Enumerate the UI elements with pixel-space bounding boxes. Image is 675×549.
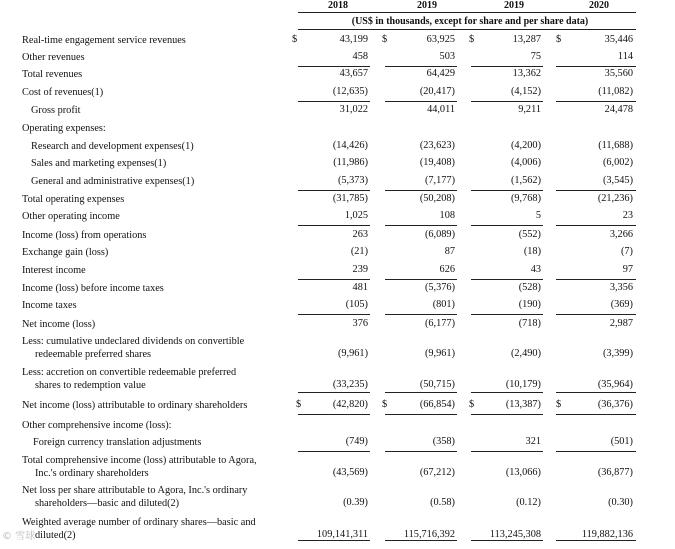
- value-cell: 376: [352, 318, 368, 329]
- value-cell: (19,408): [419, 157, 455, 168]
- value-cell: 64,429: [426, 68, 455, 79]
- row-label: Operating expenses:: [22, 123, 106, 134]
- subtotal-rule: [385, 392, 457, 393]
- value-cell: (552): [518, 229, 541, 240]
- value-cell: (5,373): [337, 175, 368, 186]
- year-header-2018: 2018: [328, 0, 348, 11]
- value-cell: (21): [350, 246, 368, 257]
- subtotal-rule: [385, 414, 457, 415]
- value-cell: (0.39): [343, 497, 368, 508]
- subtotal-rule: [298, 279, 370, 280]
- subtotal-rule: [385, 314, 457, 315]
- subtotal-rule: [385, 190, 457, 191]
- subtotal-rule: [298, 414, 370, 415]
- row-label-continued: redeemable preferred shares: [35, 349, 152, 360]
- row-label: Other operating income: [22, 211, 120, 222]
- value-cell: 9,211: [518, 104, 541, 115]
- subtotal-rule: [385, 451, 457, 452]
- value-cell: (66,854): [419, 399, 455, 410]
- value-cell: 108: [439, 210, 455, 221]
- watermark: © 雪球: [2, 531, 36, 542]
- subtitle-rule: [298, 29, 636, 30]
- row-label-continued: shareholders—basic and diluted(2): [35, 498, 180, 509]
- row-label: Net income (loss) attributable to ordinary shareholders: [22, 400, 248, 411]
- row-label-continued: Inc.'s ordinary shareholders: [35, 468, 149, 479]
- subtotal-rule: [385, 279, 457, 280]
- header-rule: [298, 12, 636, 13]
- value-cell: (4,006): [510, 157, 541, 168]
- value-cell: (23,623): [419, 140, 455, 151]
- subtotal-rule: [298, 190, 370, 191]
- units-subtitle: (US$ in thousands, except for share and per share data): [351, 16, 589, 27]
- value-cell: 503: [439, 51, 455, 62]
- value-cell: (11,688): [598, 140, 633, 151]
- value-cell: (6,002): [602, 157, 633, 168]
- value-cell: 13,287: [512, 34, 541, 45]
- subtotal-rule: [385, 225, 457, 226]
- value-cell: (31,785): [332, 193, 368, 204]
- row-label-continued: shares to redemption value: [35, 380, 146, 391]
- value-cell: (33,235): [332, 379, 368, 390]
- value-cell: (50,715): [419, 379, 455, 390]
- value-cell: (7): [620, 246, 633, 257]
- value-cell: (1,562): [510, 175, 541, 186]
- subtotal-rule: [385, 101, 457, 102]
- value-cell: (4,152): [510, 86, 541, 97]
- value-cell: (11,986): [333, 157, 368, 168]
- subtotal-rule: [471, 279, 543, 280]
- value-cell: 263: [352, 229, 368, 240]
- row-label: Total revenues: [22, 69, 83, 80]
- value-cell: 43,657: [339, 68, 368, 79]
- row-label: Less: cumulative undeclared dividends on convertible: [22, 336, 245, 347]
- subtotal-rule: [471, 451, 543, 452]
- subtotal-rule: [298, 66, 370, 67]
- value-cell: (190): [518, 299, 541, 310]
- currency-symbol: $: [382, 34, 388, 45]
- subtotal-rule: [298, 540, 370, 541]
- value-cell: (369): [610, 299, 633, 310]
- value-cell: 3,266: [609, 229, 633, 240]
- currency-symbol: $: [556, 399, 562, 410]
- value-cell: (14,426): [332, 140, 368, 151]
- row-label: Net income (loss): [22, 319, 96, 330]
- value-cell: (35,964): [597, 379, 633, 390]
- subtotal-rule: [556, 225, 636, 226]
- year-header-2019: 2019: [417, 0, 437, 11]
- value-cell: (13,387): [505, 399, 541, 410]
- subtotal-rule: [298, 225, 370, 226]
- row-label: Research and development expenses(1): [31, 141, 194, 152]
- value-cell: 87: [444, 246, 455, 257]
- value-cell: (10,179): [505, 379, 541, 390]
- value-cell: (105): [345, 299, 368, 310]
- row-label: Total comprehensive income (loss) attributable to Agora,: [22, 455, 257, 466]
- value-cell: (718): [518, 318, 541, 329]
- currency-symbol: $: [556, 34, 562, 45]
- value-cell: (9,768): [510, 193, 541, 204]
- year-header-2020: 2020: [589, 0, 609, 11]
- currency-symbol: $: [382, 399, 388, 410]
- value-cell: 44,011: [427, 104, 455, 115]
- value-cell: (0.58): [430, 497, 455, 508]
- value-cell: (13,066): [505, 467, 541, 478]
- value-cell: 97: [622, 264, 633, 275]
- subtotal-rule: [298, 101, 370, 102]
- value-cell: (36,376): [597, 399, 633, 410]
- value-cell: (528): [518, 282, 541, 293]
- subtotal-rule: [471, 314, 543, 315]
- row-label-continued: diluted(2): [35, 530, 76, 541]
- value-cell: 43: [530, 264, 541, 275]
- value-cell: 63,925: [426, 34, 455, 45]
- value-cell: (43,569): [332, 467, 368, 478]
- value-cell: 31,022: [339, 104, 368, 115]
- row-label: Less: accretion on convertible redeemable preferred: [22, 367, 237, 378]
- value-cell: 35,560: [604, 68, 633, 79]
- row-label: Income taxes: [22, 300, 77, 311]
- value-cell: (9,961): [424, 348, 455, 359]
- value-cell: 115,716,392: [403, 529, 455, 540]
- subtotal-rule: [471, 392, 543, 393]
- subtotal-rule: [556, 190, 636, 191]
- value-cell: 13,362: [512, 68, 541, 79]
- value-cell: (20,417): [419, 86, 455, 97]
- value-cell: (42,820): [332, 399, 368, 410]
- value-cell: 113,245,308: [489, 529, 541, 540]
- row-label: Interest income: [22, 265, 86, 276]
- value-cell: 1,025: [344, 210, 368, 221]
- value-cell: (501): [610, 436, 633, 447]
- subtotal-rule: [298, 451, 370, 452]
- value-cell: (0.30): [608, 497, 633, 508]
- value-cell: (18): [523, 246, 541, 257]
- value-cell: (4,200): [510, 140, 541, 151]
- value-cell: (6,089): [424, 229, 455, 240]
- value-cell: (36,877): [597, 467, 633, 478]
- row-label: Other revenues: [22, 52, 85, 63]
- value-cell: (50,208): [419, 193, 455, 204]
- value-cell: (21,236): [597, 193, 633, 204]
- subtotal-rule: [385, 540, 457, 541]
- currency-symbol: $: [292, 34, 298, 45]
- value-cell: 23: [622, 210, 633, 221]
- subtotal-rule: [385, 66, 457, 67]
- value-cell: 481: [352, 282, 368, 293]
- currency-symbol: $: [469, 399, 475, 410]
- row-label: Exchange gain (loss): [22, 247, 109, 258]
- subtotal-rule: [471, 190, 543, 191]
- subtotal-rule: [298, 314, 370, 315]
- row-label: Foreign currency translation adjustments: [33, 437, 202, 448]
- currency-symbol: $: [469, 34, 475, 45]
- value-cell: 626: [439, 264, 455, 275]
- row-label: Gross profit: [31, 105, 81, 116]
- value-cell: 3,356: [609, 282, 633, 293]
- row-label: Net loss per share attributable to Agora, Inc.'s ordinary: [22, 485, 248, 496]
- row-label: Weighted average number of ordinary shares—basic and: [22, 517, 256, 528]
- subtotal-rule: [471, 66, 543, 67]
- value-cell: (749): [345, 436, 368, 447]
- value-cell: 43,199: [339, 34, 368, 45]
- value-cell: 24,478: [604, 104, 633, 115]
- subtotal-rule: [298, 392, 370, 393]
- value-cell: 2,987: [609, 318, 633, 329]
- value-cell: 75: [530, 51, 541, 62]
- subtotal-rule: [556, 392, 636, 393]
- value-cell: (6,177): [424, 318, 455, 329]
- subtotal-rule: [556, 540, 636, 541]
- year-header-2019-q: 2019: [504, 0, 524, 11]
- row-label: Income (loss) from operations: [22, 230, 147, 241]
- row-label: Other comprehensive income (loss):: [22, 420, 172, 431]
- row-label: Sales and marketing expenses(1): [31, 158, 167, 169]
- row-label: Real-time engagement service revenues: [22, 35, 186, 46]
- value-cell: (3,545): [602, 175, 633, 186]
- subtotal-rule: [556, 279, 636, 280]
- row-label: Total operating expenses: [22, 194, 125, 205]
- value-cell: (3,399): [602, 348, 633, 359]
- value-cell: (7,177): [424, 175, 455, 186]
- subtotal-rule: [471, 225, 543, 226]
- subtotal-rule: [556, 414, 636, 415]
- subtotal-rule: [471, 540, 543, 541]
- value-cell: (11,082): [598, 86, 633, 97]
- value-cell: 239: [352, 264, 368, 275]
- row-label: Cost of revenues(1): [22, 87, 104, 98]
- value-cell: (12,635): [332, 86, 368, 97]
- value-cell: (0.12): [516, 497, 541, 508]
- row-label: General and administrative expenses(1): [31, 176, 195, 187]
- value-cell: (2,490): [510, 348, 541, 359]
- value-cell: 119,882,136: [581, 529, 633, 540]
- subtotal-rule: [556, 451, 636, 452]
- value-cell: (5,376): [424, 282, 455, 293]
- value-cell: 35,446: [604, 34, 633, 45]
- value-cell: (9,961): [337, 348, 368, 359]
- value-cell: (801): [432, 299, 455, 310]
- row-label: Income (loss) before income taxes: [22, 283, 164, 294]
- subtotal-rule: [556, 101, 636, 102]
- value-cell: 114: [617, 51, 633, 62]
- value-cell: 321: [525, 436, 541, 447]
- currency-symbol: $: [296, 399, 302, 410]
- value-cell: 458: [352, 51, 368, 62]
- value-cell: (67,212): [419, 467, 455, 478]
- value-cell: 5: [535, 210, 541, 221]
- subtotal-rule: [471, 414, 543, 415]
- value-cell: (358): [432, 436, 455, 447]
- subtotal-rule: [471, 101, 543, 102]
- value-cell: 109,141,311: [316, 529, 368, 540]
- subtotal-rule: [556, 314, 636, 315]
- subtotal-rule: [556, 66, 636, 67]
